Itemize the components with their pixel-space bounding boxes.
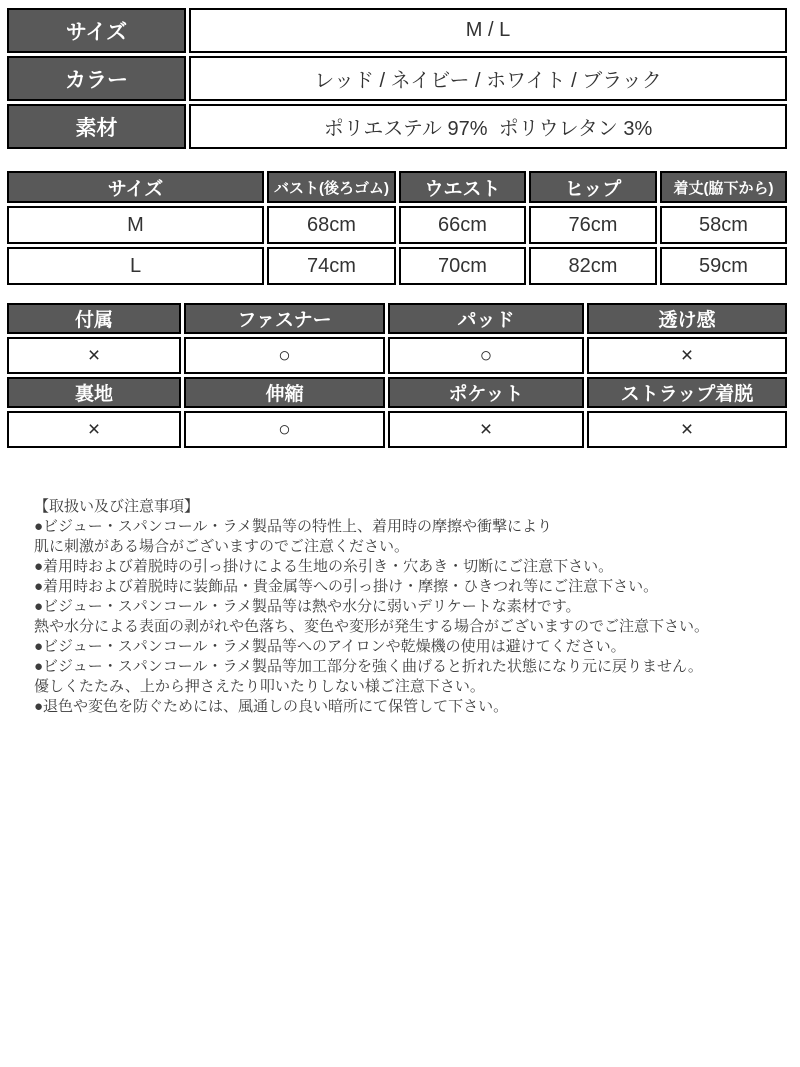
spec-label-color: カラー: [7, 56, 186, 101]
size-col-header-length: 着丈(脇下から): [660, 171, 787, 203]
size-cell: 59cm: [660, 247, 787, 285]
feature-header-pad: パッド: [388, 303, 584, 334]
spec-value-color: レッド / ネイビー / ホワイト / ブラック: [189, 56, 787, 101]
size-col-header-bust: バスト(後ろゴム): [267, 171, 396, 203]
size-row-l: [7, 247, 787, 285]
size-cell: M: [7, 206, 264, 244]
note-line: 優しくたたみ、上から押さえたり叩いたりしない様ご注意下さい。: [34, 678, 485, 695]
note-line: ●ビジュー・スパンコール・ラメ製品等の特性上、着用時の摩擦や衝撃により: [34, 518, 553, 535]
feature-value-fastener: ○: [184, 337, 385, 374]
size-measurement-table: [4, 168, 790, 288]
feature-header-sheerness: 透け感: [587, 303, 787, 334]
size-cell: 74cm: [267, 247, 396, 285]
feature-value-sheerness: ×: [587, 337, 787, 374]
note-line: ●ビジュー・スパンコール・ラメ製品等は熱や水分に弱いデリケートな素材です。: [34, 598, 581, 615]
note-line: ●ビジュー・スパンコール・ラメ製品等へのアイロンや乾燥機の使用は避けてください。: [34, 638, 626, 655]
spec-value-size: M / L: [189, 8, 787, 53]
feature-header-stretch: 伸縮: [184, 377, 385, 408]
spec-row-color: [7, 56, 787, 101]
feature-header-pocket: ポケット: [388, 377, 584, 408]
size-cell: 68cm: [267, 206, 396, 244]
size-cell: 76cm: [529, 206, 657, 244]
feature-value-pocket: ×: [388, 411, 584, 448]
size-header-row: [7, 171, 787, 203]
size-col-header-hip: ヒップ: [529, 171, 657, 203]
spec-table: [4, 5, 790, 152]
feature-header-lining: 裏地: [7, 377, 181, 408]
size-col-header-size: サイズ: [7, 171, 264, 203]
note-line: ●着用時および着脱時の引っ掛けによる生地の糸引き・穴あき・切断にご注意下さい。: [34, 558, 614, 575]
feature-header-row: [7, 303, 787, 334]
feature-value-lining: ×: [7, 411, 181, 448]
feature-value-row: [7, 411, 787, 448]
size-row-m: [7, 206, 787, 244]
feature-value-stretch: ○: [184, 411, 385, 448]
notes-title: 【取扱い及び注意事項】: [34, 498, 200, 515]
note-line: ●着用時および着脱時に装飾品・貴金属等への引っ掛け・摩擦・ひきつれ等にご注意下さい。: [34, 578, 659, 595]
feature-table: [4, 300, 790, 451]
size-cell: 58cm: [660, 206, 787, 244]
feature-value-pad: ○: [388, 337, 584, 374]
spec-label-size: サイズ: [7, 8, 186, 53]
feature-header-row: [7, 377, 787, 408]
note-line: 熱や水分による表面の剥がれや色落ち、変色や変形が発生する場合がございますのでご注意下さい。: [34, 618, 710, 635]
feature-value-accessory: ×: [7, 337, 181, 374]
spec-label-material: 素材: [7, 104, 186, 149]
size-cell: 66cm: [399, 206, 526, 244]
feature-header-strap: ストラップ着脱: [587, 377, 787, 408]
feature-header-accessory: 付属: [7, 303, 181, 334]
spec-row-material: [7, 104, 787, 149]
note-line: 肌に刺激がある場合がございますのでご注意ください。: [34, 538, 410, 555]
spec-value-material: ポリエステル 97% ポリウレタン 3%: [189, 104, 787, 149]
note-line: ●退色や変色を防ぐためには、風通しの良い暗所にて保管して下さい。: [34, 698, 509, 715]
size-cell: L: [7, 247, 264, 285]
handling-notes-section: [4, 497, 796, 717]
size-cell: 82cm: [529, 247, 657, 285]
size-cell: 70cm: [399, 247, 526, 285]
note-line: ●ビジュー・スパンコール・ラメ製品等加工部分を強く曲げると折れた状態になり元に戻りません。: [34, 658, 703, 675]
size-col-header-waist: ウエスト: [399, 171, 526, 203]
feature-value-strap: ×: [587, 411, 787, 448]
feature-header-fastener: ファスナー: [184, 303, 385, 334]
spec-row-size: [7, 8, 787, 53]
feature-value-row: [7, 337, 787, 374]
